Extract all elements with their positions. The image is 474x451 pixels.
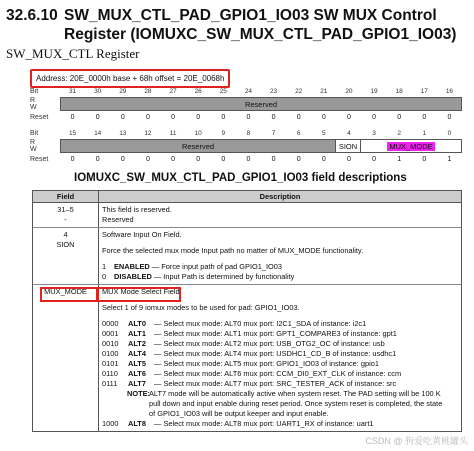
note-line: ALT7 mode will be automatically active when system reset. The PAD setting will be 100 K [149,389,441,398]
w-label: W [30,146,37,153]
reset-value: 0 [120,114,125,121]
bit-number: 4 [347,130,351,137]
field-name: - [64,215,67,224]
reset-value: 0 [95,114,100,121]
bit-number: 28 [144,88,152,95]
mode-text: — Select mux mode: ALT0 mux port: I2C1_SDA of instance: i2c1 [154,319,367,328]
bit-number: 5 [322,130,326,137]
section-title-line2: Register (IOMUXC_SW_MUX_CTL_PAD_GPIO1_IO03) [64,26,457,43]
reset-value: 0 [397,114,402,121]
desc-text: Software Input On Field. [102,230,182,239]
reset-value: 0 [422,114,427,121]
mode-text: — Select mux mode: ALT1 mux port: GPT1_COMPARE3 of instance: gpt1 [154,329,397,338]
mode-alt: ALT7 [128,379,146,388]
field-table [32,190,462,432]
mux-mode-item [102,339,461,349]
bit-number: 13 [119,130,127,137]
bit-number: 11 [169,130,177,137]
reset-value: 0 [95,156,100,163]
reset-value: 0 [296,114,301,121]
field-cell [33,285,99,431]
reset-value: 0 [246,156,251,163]
option-enabled [102,262,461,272]
bit-number: 15 [68,130,77,137]
field-name: SION [56,240,75,249]
desc-cell [99,285,461,431]
bit-number: 26 [194,88,202,95]
reset-label: Reset [30,114,49,121]
mux-mode-item [102,319,461,329]
reset-value: 0 [372,156,377,163]
section-title-line1: SW_MUX_CTL_PAD_GPIO1_IO03 SW MUX Control [64,7,437,24]
reserved-field-label: Reserved [181,141,215,151]
field-cell [33,228,99,284]
reset-value: 0 [447,114,452,121]
lower-fields [60,139,462,153]
field-name: MUX_MODE [44,287,87,296]
r-label: R [30,97,36,104]
mode-alt: ALT2 [128,339,146,348]
desc-text: This field is reserved. [102,205,172,214]
mode-code: 0000 [102,319,119,328]
bit-number: 17 [420,88,428,95]
mode-alt: ALT6 [128,369,146,378]
bit-number: 9 [221,130,226,137]
bit-label: Bit [30,130,39,137]
field-bits: 31–5 [57,205,74,214]
reset-value: 0 [296,156,301,163]
bit-number: 3 [372,130,376,137]
reset-value: 0 [372,114,377,121]
register-diagram-lower [30,130,462,168]
bit-number: 23 [269,88,278,95]
reset-value: 0 [145,114,150,121]
reset-value: 0 [271,156,276,163]
mode-text: — Select mux mode: ALT7 mux port: SRC_TESTER_ACK of instance: src [154,379,397,388]
note-line: of GPIO1_IO03 will be output keeper and input enable. [149,409,329,418]
table-header [33,191,461,203]
option-code: 0 [102,272,107,281]
sion-field-label: SION [338,141,358,151]
reset-values [60,156,462,163]
bit-number: 7 [271,130,276,137]
reserved-field [61,140,336,152]
mode-code: 0110 [102,369,118,378]
address-box: Address: 20E_0000h base + 68h offset = 20E_0068h [30,69,230,88]
register-diagram-upper [30,88,462,126]
r-label: R [30,139,36,146]
reset-value: 0 [70,114,75,121]
field-cell [33,203,99,227]
mode-text: — Select mux mode: ALT8 mux port: UART1_RX of instance: uart1 [154,419,374,428]
reset-value: 0 [422,156,427,163]
bit-number: 2 [397,130,401,137]
col-desc-header: Description [259,192,301,201]
section-number: 32.6.10 [6,7,58,24]
table-row-reserved [33,203,461,228]
bit-number: 22 [295,88,303,95]
reset-label: Reset [30,156,49,163]
mode-code: 0010 [102,339,119,348]
mode-code: 0001 [102,329,119,338]
reset-value: 0 [196,114,201,121]
bit-numbers [60,130,462,137]
mux-mode-field [361,140,461,152]
desc-cell [99,228,461,284]
bit-number: 16 [445,88,454,95]
table-row-sion [33,228,461,285]
mux-mode-list [102,319,461,389]
mux-mode-item [102,359,461,369]
mux-mode-item [102,329,461,339]
sion-field [336,140,361,152]
field-descriptions-title: IOMUXC_SW_MUX_CTL_PAD_GPIO1_IO03 field descriptions [74,172,407,184]
note-label: NOTE: [127,389,150,398]
bit-number: 21 [320,88,328,95]
reserved-field [60,97,462,111]
option-text: — Force input path of pad GPIO1_IO03 [151,262,283,271]
reset-value: 0 [171,156,176,163]
mux-mode-field-label: MUX_MODE [389,141,433,151]
reset-value: 1 [447,156,452,163]
bit-numbers [60,88,462,95]
note [102,389,461,419]
mux-mode-item [102,419,461,429]
mode-alt: ALT0 [128,319,146,328]
col-field-header: Field [33,191,99,202]
bit-number: 29 [119,88,127,95]
mode-text: — Select mux mode: ALT4 mux port: USDHC1_CD_B of instance: usdhc1 [154,349,397,358]
option-text: — Input Path is determined by functionality [153,272,295,281]
bit-number: 0 [447,130,452,137]
bit-number: 24 [244,88,253,95]
reset-value: 0 [145,156,150,163]
desc-text: Select 1 of 9 iomux modes to be used for pad: GPIO1_IO03. [102,303,300,312]
option-name: DISABLED [114,272,152,281]
bit-number: 6 [296,130,301,137]
mux-mode-item [102,349,461,359]
mode-text: — Select mux mode: ALT6 mux port: CCM_DI0_EXT_CLK of instance: ccm [154,369,402,378]
reserved-field-label: Reserved [244,99,278,109]
reset-value: 0 [171,114,176,121]
watermark: CSDN @ 狗爱吃黄桃罐头 [365,436,468,446]
bit-number: 10 [194,130,202,137]
reset-value: 0 [196,156,201,163]
option-name: ENABLED [114,262,150,271]
reset-values [60,114,462,121]
bit-number: 31 [68,88,77,95]
register-name: SW_MUX_CTL Register [6,46,140,61]
mode-text: — Select mux mode: ALT5 mux port: GPIO1_IO03 of instance: gpio1 [154,359,379,368]
mode-alt: ALT8 [128,419,146,428]
mode-text: — Select mux mode: ALT2 mux port: USB_OTG2_OC of instance: usb [154,339,385,348]
field-bits: 4 [63,230,68,239]
mux-mode-item [102,369,461,379]
bit-number: 18 [395,88,403,95]
reset-value: 0 [346,156,351,163]
mode-alt: ALT5 [128,359,146,368]
option-code: 1 [102,262,107,271]
bit-number: 19 [370,88,378,95]
annotation-box-field [40,287,98,302]
option-disabled [102,272,461,282]
mux-mode-item [102,379,461,389]
reset-value: 0 [70,156,75,163]
w-label: W [30,104,37,111]
desc-text: MUX Mode Select Field. [102,287,182,296]
mode-alt: ALT4 [128,349,146,358]
section-title [6,6,456,44]
desc-text: Reserved [102,215,134,224]
desc-text: Force the selected mux mode Input path no matter of MUX_MODE functionality. [102,246,364,255]
bit-number: 30 [94,88,102,95]
reset-value: 1 [397,156,402,163]
mode-code: 0100 [102,349,119,358]
reset-value: 0 [120,156,125,163]
reset-value: 0 [271,114,276,121]
bit-number: 27 [169,88,177,95]
bit-number: 8 [246,130,251,137]
annotation-box-desc [97,287,181,302]
table-row-mux-mode [33,285,461,431]
reset-value: 0 [346,114,351,121]
reset-value: 0 [221,156,226,163]
bit-number: 1 [422,130,427,137]
mode-code: 1000 [102,419,119,428]
mode-code: 0101 [102,359,119,368]
bit-label: Bit [30,88,39,95]
desc-cell [99,203,461,227]
reset-value: 0 [321,156,326,163]
reset-value: 0 [221,114,226,121]
bit-number: 25 [219,88,227,95]
reset-value: 0 [246,114,251,121]
mode-code: 0111 [102,379,118,388]
bit-number: 20 [345,88,353,95]
note-line: pull down and input enable during reset period. Once system reset is completed, the state [149,399,443,408]
bit-number: 12 [144,130,152,137]
mode-alt: ALT1 [128,329,146,338]
reset-value: 0 [321,114,326,121]
bit-number: 14 [94,130,102,137]
